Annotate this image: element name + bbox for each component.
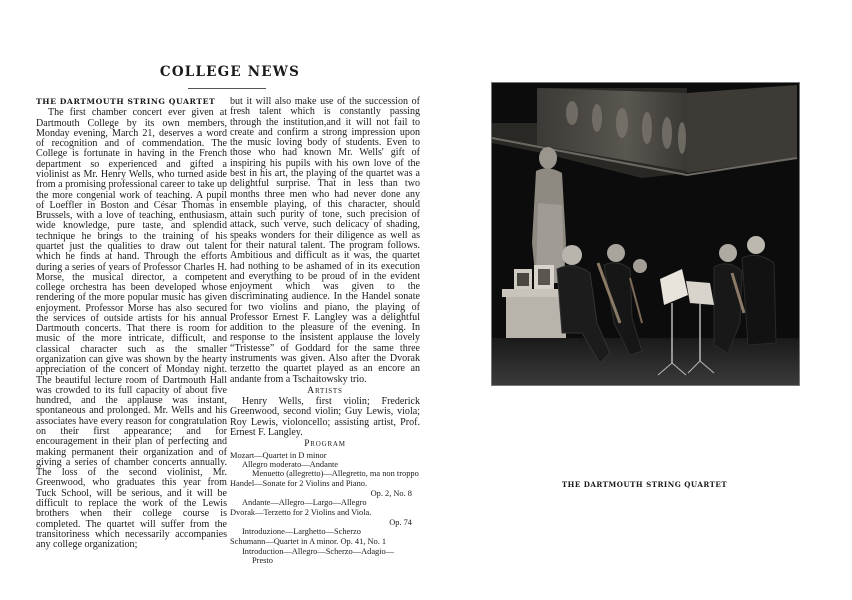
- program-title: Schumann—Quartet in A minor. Op. 41, No. 1: [230, 537, 387, 547]
- program-item: [230, 508, 420, 536]
- program-title: Mozart—Quartet in D minor: [230, 450, 327, 460]
- program-movement: Introduction—Allegro—Scherzo—Adagio—: [242, 546, 395, 556]
- artists-text: Henry Wells, first violin; Frederick Greenwood, second violin; Guy Lewis, viola; Roy Lewis, violoncello; assisting artist, Prof. Ernest F. Langley.: [230, 396, 420, 438]
- program-item: [230, 537, 420, 565]
- program-item: [230, 479, 420, 507]
- program-list: [230, 451, 420, 566]
- program-title: Dvorak—Terzetto for 2 Violins and Viola.: [230, 508, 372, 518]
- quartet-photograph: [491, 82, 800, 386]
- program-movement: Allegro moderato—Andante: [242, 459, 339, 469]
- program-movement: Menuetto (allegretto)—Allegretto, ma non troppo: [252, 469, 419, 479]
- program-item: [230, 451, 420, 479]
- photo-caption: THE DARTMOUTH STRING QUARTET: [561, 480, 728, 489]
- program-heading: Program: [304, 439, 346, 450]
- program-opus: Op. 2, No. 8: [370, 488, 412, 498]
- article-heading: THE DARTMOUTH STRING QUARTET: [36, 97, 216, 106]
- article-column-right: [230, 97, 420, 566]
- article-paragraph-1: The first chamber concert ever given at Dartmouth College by its own members, Monday evening, March 21, deserves a word of recognition and of commendation. The College is fortunate in having in the French department so experienced and gifted a violinist as Mr. Henry Wells, who turned aside from a promising professional career to take up the more congenial work of teaching. A pupil of Loeffler in Boston and César Thomas in Brussels, with a love of teaching, enthusiasm, wide knowledge, pure taste, and splendid technique he brings to the training of his quartet just the qualities to draw out talent which he finds at hand. Through the efforts during a series of years of Professor Charles H. Morse, the musical director, a competent college orchestra has been developed whose rendering of the more popular music has given enjoyment. Professor Morse has also secured the services of outside artists for his annual Dartmouth concerts. That there is room for music of the more intricate, difficult, and classical character such as the smaller organization can give was shown by the hearty appreciation of the concert of Monday night. The beautiful lecture room of Dartmouth Hall was crowded to its full capacity of about five hundred, and the applause was instant, spontaneous and prolonged. Mr. Wells and his associates have every reason for congratulation on their first appearance; and for encouragement in their plan of perfecting and making permanent their organization and of giving a series of chamber concerts annually. The loss of the second violinist, Mr. Greenwood, who graduates this year from Tuck School, will be serious, and it will be difficult to replace the work of the Lewis brothers when their college course is completed. The quartet will suffer from the transitoriness which necessarily accompanies any college organization;: [36, 107, 227, 551]
- program-movement: Andante—Allegro—Largo—Allegro: [242, 498, 367, 508]
- article-paragraph-2: but it will also make use of the succession of fresh talent which is constantly passing through the institution,and it will not fail to create and confirm a strong impression upon the music loving body of students. Even to those who had known Mr. Wells' gift of inspiring his pupils with his own love of the best in his art, the playing of the quartet was a delightful surprise. That in less than two months three men who had never done any ensemble playing, of this character, should attain such purity of tone, such precision of attack, such verve, such delicacy of shading, speaks wonders for their diligence as well as for their natural talent. The program follows. Ambitious and difficult as it was, the quartet had nothing to be ashamed of in its execution and everything to be proud of in the evident enjoyment which was given to the discriminating audience. In the Handel sonate for two violins and piano, the playing of Professor Ernest F. Langley was a delightful addition to the pleasure of the evening. In response to the insistent applause the lovely “Tristesse” of Goddard for the same three instruments was given. Also after the Dvorak terzetto the quartet played as an encore an andante from a Tschaitowsky trio.: [230, 96, 420, 385]
- page-title: COLLEGE NEWS: [159, 64, 301, 80]
- title-rule: [188, 88, 266, 89]
- program-movement: Introduzione—Larghetto—Scherzo: [242, 526, 361, 536]
- program-opus: Op. 74: [389, 517, 412, 527]
- article-column-left: [36, 97, 227, 550]
- artists-heading: Artists: [307, 385, 343, 396]
- photo-illustration: [492, 83, 799, 385]
- program-movement: Presto: [252, 555, 273, 565]
- program-title: Handel—Sonate for 2 Violins and Piano.: [230, 479, 368, 489]
